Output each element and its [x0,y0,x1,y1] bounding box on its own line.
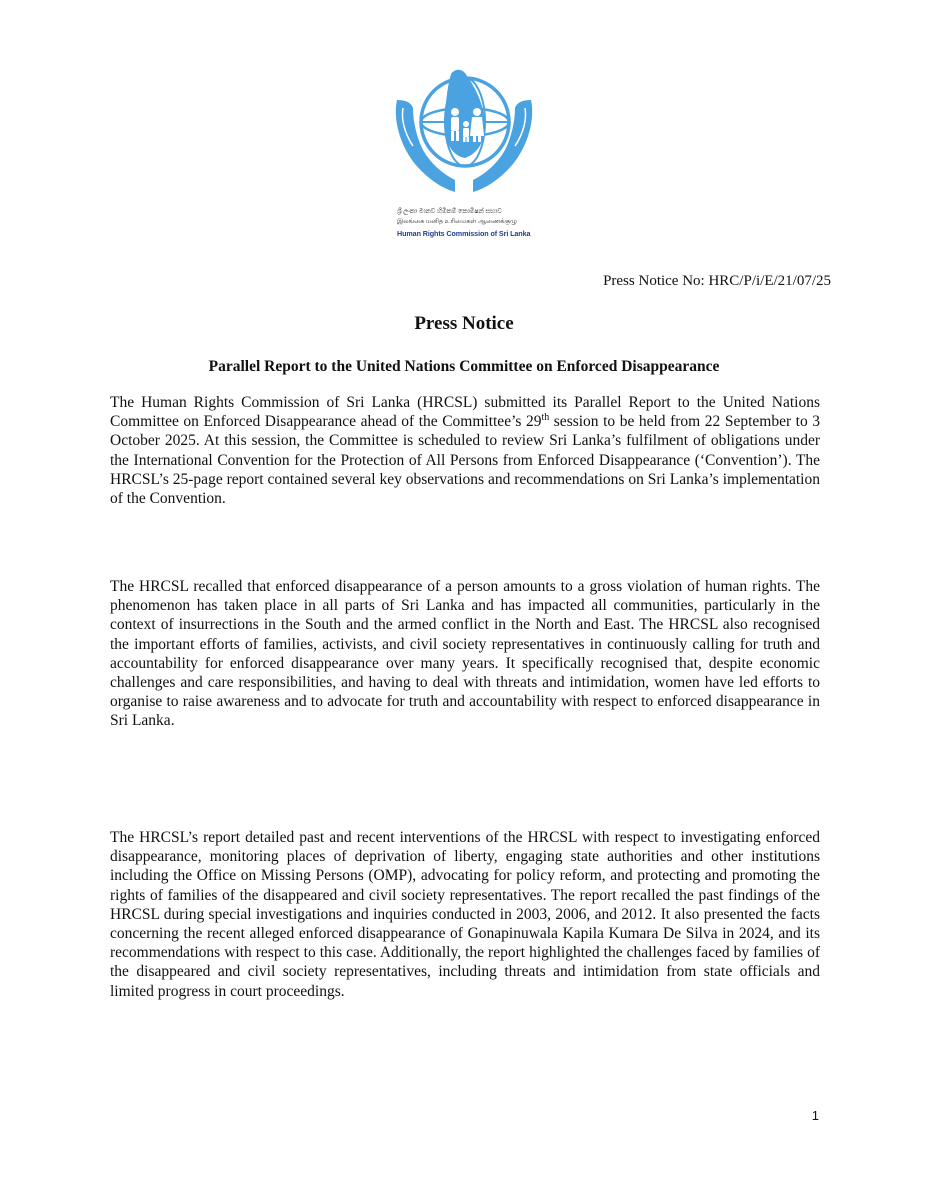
document-title: Press Notice [414,313,514,334]
paragraph-1 [110,393,820,508]
logo-text-sinhala: ශ්‍රී ලංකා මානව හිමිකම් කොමිෂන් සභාව [397,208,502,215]
ordinal-suffix: th [541,412,550,424]
hands-globe-emblem [389,60,539,205]
paragraph-2: The HRCSL recalled that enforced disappearance of a person amounts to a gross violation of human rights. The phenomenon has taken place in all parts of Sri Lanka and has impacted all communities, particularly in the context of insurrections in the South and the armed conflict in the North and East. The HRCSL also recognised the important efforts of families, activists, and civil society representatives in continuously calling for truth and accountability for enforced disappearance over many years. It specifically recognised that, despite economic challenges and care responsibilities, and having to deal with threats and intimidation, women have led efforts to organise to raise awareness and to advocate for truth and accountability with respect to enforced disappearance in Sri Lanka. [110,578,820,730]
hrcsl-logo [389,60,539,240]
document-subtitle: Parallel Report to the United Nations Committee on Enforced Disappearance [208,358,720,375]
logo-text-english: Human Rights Commission of Sri Lanka [397,229,531,238]
logo-text-tamil: இலங்கை மனித உரிமைகள் ஆணைக்குழு [397,218,517,225]
paragraph-1-text-a: The Human Rights Commission of Sri Lanka (HRCSL) submitted its Parallel Report to the United Nations Committee on Enforced Disappearance ahead of the Committee’s 29 [110,394,820,431]
page-number: 1 [811,1108,819,1123]
paragraph-1-text-b: session to be held from 22 September to 3 October 2025. At this session, the Committee is scheduled to review Sri Lanka’s fulfilment of obligations under the International Convention for the Protection of All Persons from Enforced Disappearance (‘Convention’). The HRCSL’s 25-page report contained several key observations and recommendations on Sri Lanka’s implementation of the Convention. [110,413,820,508]
press-notice-number: Press Notice No: HRC/P/i/E/21/07/25 [603,273,831,289]
paragraph-3: The HRCSL’s report detailed past and recent interventions of the HRCSL with respect to investigating enforced disappearance, monitoring places of deprivation of liberty, engaging state authorities and other institutions including the Office on Missing Persons (OMP), advocating for policy reform, and protecting and promoting the rights of families of the disappeared and civil society representatives. The report recalled the past findings of the HRCSL during special investigations and inquiries conducted in 2003, 2006, and 2012. It also presented the facts concerning the recent alleged enforced disappearance of Gonapinuwala Kapila Kumara De Silva in 2024, and its recommendations with respect to this case. Additionally, the report highlighted the challenges faced by families of the disappeared and civil society representatives, including threats and intimidation from state officials and limited progress in court proceedings. [110,829,820,1000]
